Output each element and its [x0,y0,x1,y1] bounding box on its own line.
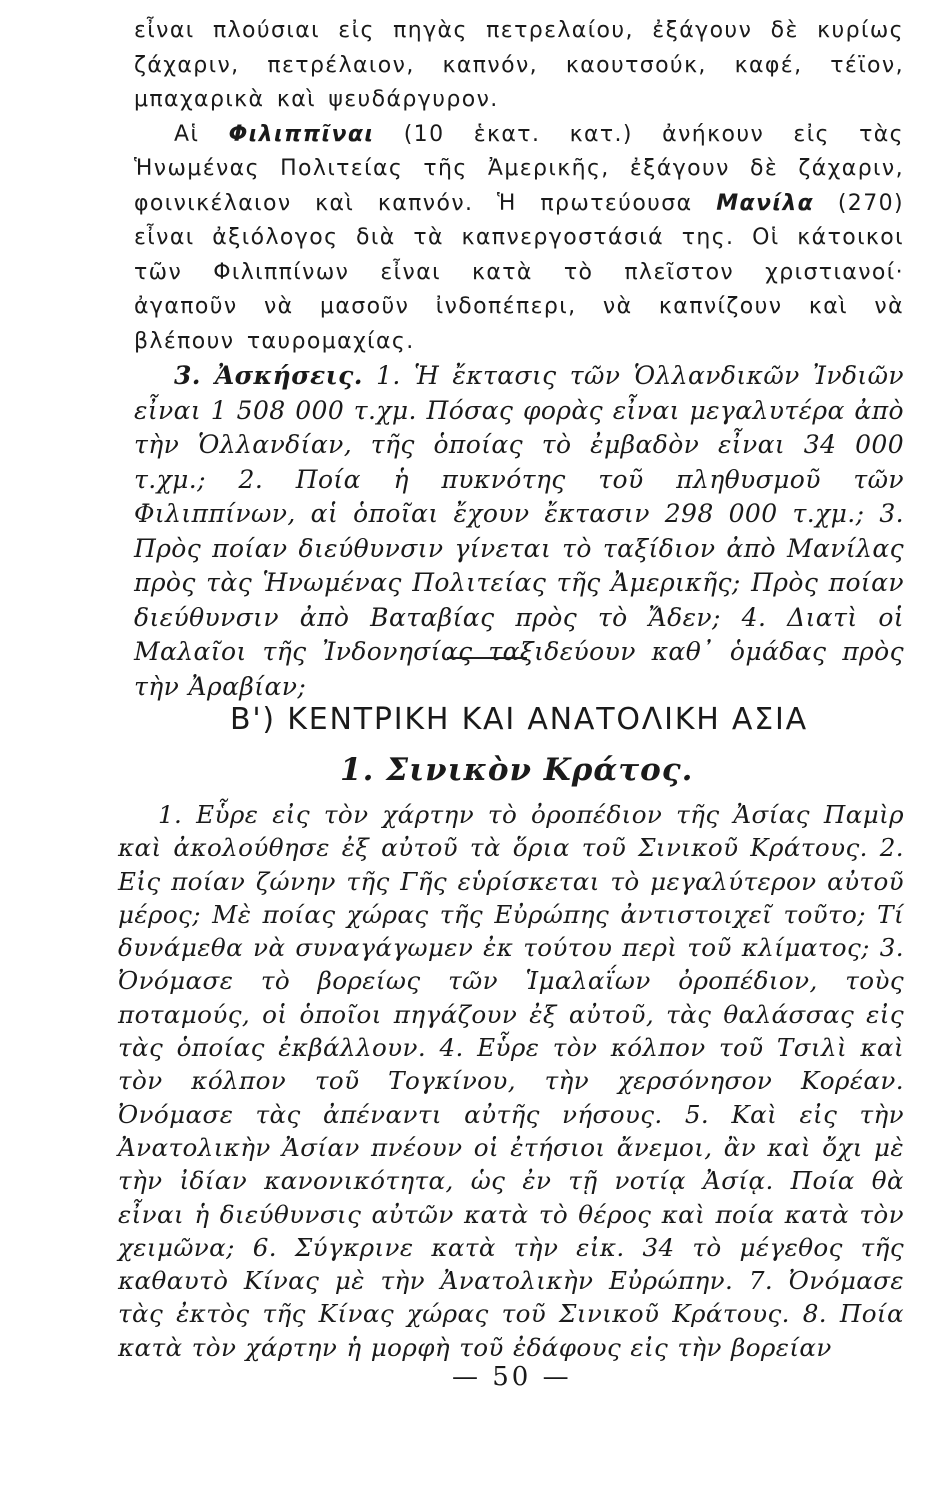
paragraph-exercises-b: 1. Εὗρε εἰς τὸν χάρτην τὸ ὀροπέδιον τῆς Ἀσίας Παμὶρ καὶ ἀκολούθησε ἐξ αὐτοῦ τὰ ὅρια τοῦ Σινικοῦ Κράτους. 2. Εἰς ποίαν ζώνην τῆς Γῆς εὑρίσκεται τὸ μεγαλύτερον αὐτοῦ μέρος; Μὲ ποίας χώρας τῆς Εὐρώπης ἀντιστοιχεῖ τοῦτο; Τί δυνάμεθα νὰ συναγάγωμεν ἐκ τούτου περὶ τοῦ κλίματος; 3. Ὀνόμασε τὸ βορείως τῶν Ἱμαλαΐων ὀροπέδιον, τοὺς ποταμούς, οἱ ὁποῖοι πηγάζουν ἐξ αὐτοῦ, τὰς θαλάσσας εἰς τὰς ὁποίας ἐκβάλλουν. 4. Εὗρε τὸν κόλπον τοῦ Τσιλὶ καὶ τὸν κόλπον τοῦ Τογκίνου, τὴν χερσόνησον Κορέαν. Ὀνόμασε τὰς ἀπέναντι αὐτῆς νήσους. 5. Καὶ εἰς τὴν Ἀνατολικὴν Ἀσίαν πνέουν οἱ ἐτήσιοι ἄνεμοι, ἂν καὶ ὄχι μὲ τὴν ἰδίαν κανονικότητα, ὡς ἐν τῇ νοτίᾳ Ἀσίᾳ. Ποία θὰ εἶναι ἡ διεύθυνσις αὐτῶν κατὰ τὸ θέρος καὶ ποία κατὰ τὸν χειμῶνα; 6. Σύγκρινε κατὰ τὴν εἰκ. 34 τὸ μέγεθος τῆς καθαυτὸ Κίνας μὲ τὴν Ἀνατολικὴν Εὐρώπην. 7. Ὀνόμασε τὰς ἐκτὸς τῆς Κίνας χώρας τοῦ Σινικοῦ Κράτους. 8. Ποία κατὰ τὸν χάρτην ἡ μορφὴ τοῦ ἐδάφους εἰς τὴν βορείαν [118,800,904,1362]
page-body [134,14,904,704]
exercises-a-text: 1. Ἡ ἔκτασις τῶν Ὁλλανδικῶν Ἰνδιῶν εἶναι 1 508 000 τ.χμ. Πόσας φορὰς εἶναι μεγαλυτέρα ἀπὸ τὴν Ὁλλανδίαν, τῆς ὁποίας τὸ ἐμβαδὸν εἶναι 34 000 τ.χμ.; 2. Ποία ἡ πυκνότης τοῦ πληθυσμοῦ τῶν Φιλιππίνων, αἱ ὁποῖαι ἔχουν ἔκτασιν 298 000 τ.χμ.; 3. Πρὸς ποίαν διεύθυνσιν γίνεται τὸ ταξίδιον ἀπὸ Μανίλας πρὸς τὰς Ἡνωμένας Πολιτείας τῆς Ἀμερικῆς; Πρὸς ποίαν διεύθυνσιν ἀπὸ Βαταβίας πρὸς τὸ Ἄδεν; 4. Διατὶ οἱ Μαλαῖοι τῆς Ἰνδονησίας ταξιδεύουν καθ᾽ ὁμάδας πρὸς τὴν Ἀραβίαν; [134,361,904,701]
page-number: — 50 — [452,1362,572,1392]
paragraph-philippines [134,118,904,360]
term-philippines: Φιλιππῖναι [228,121,375,147]
text-manila-desc: (270) εἶναι ἀξιόλογος διὰ τὰ καπνεργοστάσιά της. Οἱ κάτοικοι τῶν Φιλιππίνων εἶναι κατὰ τὸ πλεῖστον χριστιανοί· ἀγαποῦν νὰ μασοῦν ἰνδοπέπερι, νὰ καπνίζουν καὶ νὰ βλέπουν ταυρομαχίας. [134,190,904,354]
text-lead: Αἱ [174,121,200,147]
section-heading: Β') ΚΕΝΤΡΙΚΗ ΚΑΙ ΑΝΑΤΟΛΙΚΗ ΑΣΙΑ [230,702,808,737]
exercises-label: 3. Ἀσκήσεις. [174,361,363,390]
chapter-title: 1. Σινικὸν Κράτος. [340,752,694,788]
text-philippines-desc: (10 ἑκατ. κατ.) ἀνήκουν εἰς τὰς Ἡνωμένας Πολιτείας τῆς Ἀμερικῆς, ἐξάγουν δὲ ζάχαριν, φοινικέλαιον καὶ καπνόν. Ἡ πρωτεύουσα [134,121,904,216]
term-manila: Μανίλα [716,190,815,216]
section-divider [447,657,527,659]
paragraph-exercises-a [134,359,904,704]
exercises-block [118,798,904,1364]
paragraph-intro: εἶναι πλούσιαι εἰς πηγὰς πετρελαίου, ἐξάγουν δὲ κυρίως ζάχαριν, πετρέλαιον, καπνόν, καουτσούκ, καφέ, τέϊον, μπαχαρικὰ καὶ ψευδάργυρον. [134,18,904,112]
